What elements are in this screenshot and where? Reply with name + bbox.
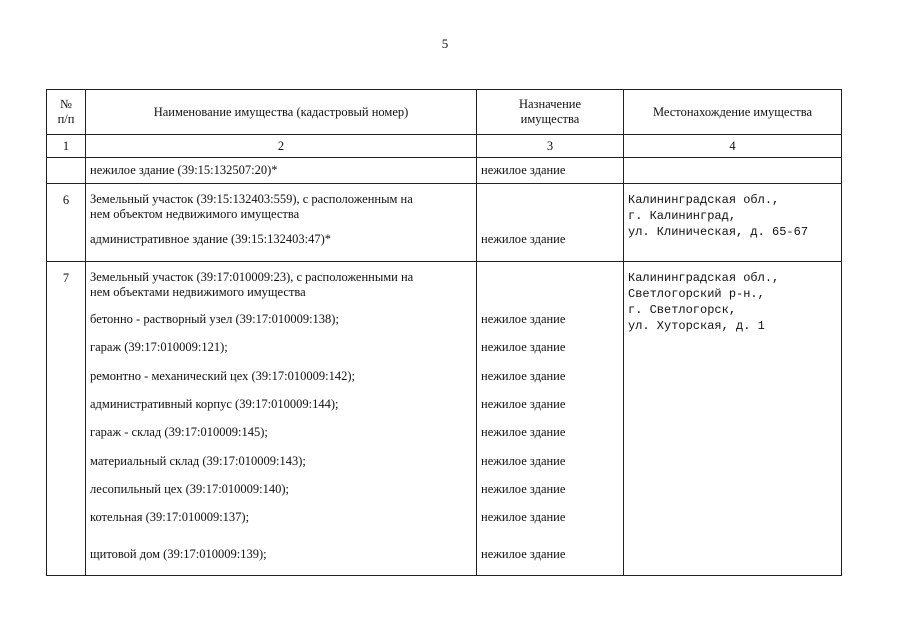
object-purpose: нежилое здание bbox=[481, 454, 566, 468]
object-purpose: нежилое здание bbox=[481, 369, 566, 383]
column-number: 3 bbox=[477, 135, 624, 158]
location-line: ул. Клиническая, д. 65-67 bbox=[628, 225, 809, 239]
column-number-row bbox=[47, 135, 842, 158]
object-name: ремонтно - механический цех (39:17:010009:142); bbox=[90, 369, 355, 383]
location-line: Светлогорский р-н., bbox=[628, 287, 765, 301]
location-cell bbox=[624, 262, 842, 576]
object-purpose: нежилое здание bbox=[481, 312, 566, 326]
header-number-line2: п/п bbox=[57, 112, 75, 126]
object-name: котельная (39:17:010009:137); bbox=[90, 510, 250, 524]
object-name: административное здание (39:15:132403:47)* bbox=[90, 232, 332, 246]
object-purpose: нежилое здание bbox=[481, 340, 566, 354]
object-name: материальный склад (39:17:010009:143); bbox=[90, 454, 306, 468]
object-purpose: нежилое здание bbox=[481, 547, 566, 561]
object-name: гараж (39:17:010009:121); bbox=[90, 340, 228, 354]
location-line: Калининградская обл., bbox=[628, 193, 780, 207]
table-row bbox=[47, 158, 842, 184]
object-purpose: нежилое здание bbox=[481, 425, 566, 439]
object-purpose: нежилое здание bbox=[481, 510, 566, 524]
header-purpose-line1: Назначение bbox=[518, 97, 581, 111]
location-line: Калининградская обл., bbox=[628, 271, 780, 285]
purpose-cell bbox=[477, 184, 624, 262]
object-purpose: нежилое здание bbox=[481, 232, 566, 246]
plot-description: нем объектами недвижимого имущества bbox=[90, 285, 306, 299]
object-name: бетонно - растворный узел (39:17:010009:138); bbox=[90, 312, 339, 326]
location-line: г. Калининград, bbox=[628, 209, 737, 223]
header-purpose-line2: имущества bbox=[520, 112, 580, 126]
page-number: 5 bbox=[441, 36, 449, 51]
object-name: лесопильный цех (39:17:010009:140); bbox=[90, 482, 290, 496]
column-number: 1 bbox=[47, 135, 86, 158]
plot-description: нем объектом недвижимого имущества bbox=[90, 207, 300, 221]
header-location: Местонахождение имущества bbox=[624, 90, 842, 135]
purpose-cell bbox=[477, 262, 624, 576]
plot-description: Земельный участок (39:17:010009:23), с расположенными на bbox=[90, 270, 414, 284]
header-name: Наименование имущества (кадастровый номер) bbox=[86, 90, 477, 135]
location-line: ул. Хуторская, д. 1 bbox=[628, 319, 765, 333]
location-cell bbox=[624, 158, 842, 184]
name-cell bbox=[86, 184, 477, 262]
location-cell bbox=[624, 184, 842, 262]
row-number: 6 bbox=[62, 193, 70, 207]
object-name: нежилое здание (39:15:132507:20)* bbox=[90, 163, 278, 177]
name-cell bbox=[86, 158, 477, 184]
table-header-row bbox=[47, 90, 842, 135]
purpose-cell bbox=[477, 158, 624, 184]
location-line: г. Светлогорск, bbox=[628, 303, 737, 317]
name-cell bbox=[86, 262, 477, 576]
table-row bbox=[47, 184, 842, 262]
object-purpose: нежилое здание bbox=[481, 482, 566, 496]
object-purpose: нежилое здание bbox=[481, 163, 566, 177]
object-name: гараж - склад (39:17:010009:145); bbox=[90, 425, 268, 439]
row-number: 7 bbox=[62, 271, 70, 285]
column-number: 4 bbox=[624, 135, 842, 158]
header-number bbox=[47, 90, 86, 135]
header-purpose bbox=[477, 90, 624, 135]
plot-description: Земельный участок (39:15:132403:559), с расположенным на bbox=[90, 192, 413, 206]
table-row bbox=[47, 262, 842, 576]
column-number: 2 bbox=[86, 135, 477, 158]
header-number-line1: № bbox=[60, 97, 72, 111]
row-number-cell bbox=[47, 262, 86, 576]
row-number-cell bbox=[47, 158, 86, 184]
object-name: административный корпус (39:17:010009:144); bbox=[90, 397, 339, 411]
object-name: щитовой дом (39:17:010009:139); bbox=[90, 547, 267, 561]
property-table bbox=[46, 89, 842, 576]
row-number-cell bbox=[47, 184, 86, 262]
object-purpose: нежилое здание bbox=[481, 397, 566, 411]
